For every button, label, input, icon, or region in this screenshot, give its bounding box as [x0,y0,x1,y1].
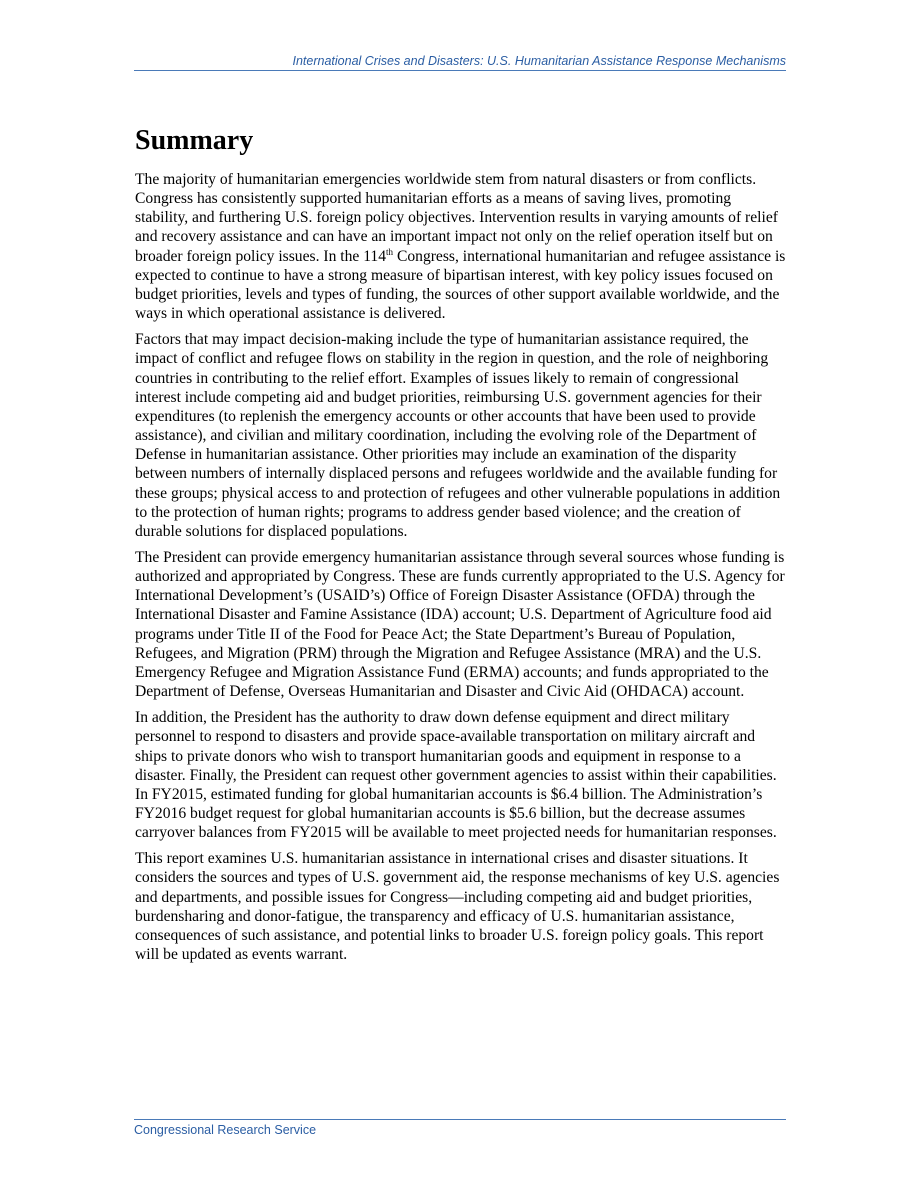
summary-paragraph-1 [135,170,787,323]
running-footer: Congressional Research Service [134,1119,786,1137]
summary-paragraph-4: In addition, the President has the authority to draw down defense equipment and direct military personnel to respond to disasters and provide space-available transportation on military aircraft and ships to private donors who wish to transport humanitarian goods and equipment in response to a disaster. Finally, the President can request other government agencies to assist within their capabilities. In FY2015, estimated funding for global humanitarian accounts is $6.4 billion. The Administration’s FY2016 budget request for global humanitarian accounts is $5.6 billion, but the decrease assumes carryover balances from FY2015 will be available to meet projected needs for humanitarian responses. [135,709,777,842]
summary-paragraph-3: The President can provide emergency humanitarian assistance through several sources whose funding is authorized and appropriated by Congress. These are funds currently appropriated to the U.S. Agency for International Development’s (USAID’s) Office of Foreign Disaster Assistance (OFDA) through the International Disaster and Famine Assistance (IDA) account; U.S. Department of Agriculture food aid programs under Title II of the Food for Peace Act; the State Department’s Bureau of Population, Refugees, and Migration (PRM) through the Migration and Refugee Assistance (MRA) and the U.S. Emergency Refugee and Migration Assistance Fund (ERMA) accounts; and funds appropriated to the Department of Defense, Overseas Humanitarian and Disaster and Civic Aid (OHDACA) account. [135,548,785,701]
running-header: International Crises and Disasters: U.S. Humanitarian Assistance Response Mechanisms [134,54,786,71]
summary-paragraph-1-part-b: Congress, international humanitarian and refugee assistance is expected to continue to have a strong measure of bipartisan interest, with key policy issues focused on budget priorities, levels and types of funding, the sources of other support available worldwide, and the ways in which operational assistance is delivered. [135,247,786,323]
page-title: Summary [135,125,254,156]
summary-section [135,124,787,971]
summary-paragraph-5: This report examines U.S. humanitarian assistance in international crises and disaster situations. It considers the sources and types of U.S. government aid, the response mechanisms of key U.S. agencies and departments, and possible issues for Congress—including competing aid and budget priorities, burdensharing and donor-fatigue, the transparency and efficacy of U.S. humanitarian assistance, consequences of such assistance, and potential links to broader U.S. foreign policy goals. This report will be updated as events warrant. [135,850,780,964]
summary-paragraph-2: Factors that may impact decision-making include the type of humanitarian assistance required, the impact of conflict and refugee flows on stability in the region in question, and the role of neighboring countries in contributing to the relief effort. Examples of issues likely to remain of congressional interest include competing aid and budget priorities, reimbursing U.S. government agencies for their expenditures (to replenish the emergency accounts or other accounts that have been used to provide assistance), and civilian and military coordination, including the evolving role of the Department of Defense in humanitarian assistance. Other priorities may include an examination of the disparity between numbers of internally displaced persons and refugees worldwide and the available funding for these groups; physical access to and protection of refugees and other vulnerable populations in addition to the protection of human rights; programs to address gender based violence; and the creation of durable solutions for displaced populations. [135,331,781,540]
summary-paragraph-1-part-a: The majority of humanitarian emergencies worldwide stem from natural disasters or from conflicts. Congress has consistently supported humanitarian efforts as a means of saving lives, promoting stability, and furthering U.S. foreign policy objectives. Intervention results in varying amounts of relief and recovery assistance and can have an important impact not only on the relief operation itself but on broader foreign policy issues. In the 114 [135,171,778,265]
ordinal-suffix: th [386,246,394,257]
